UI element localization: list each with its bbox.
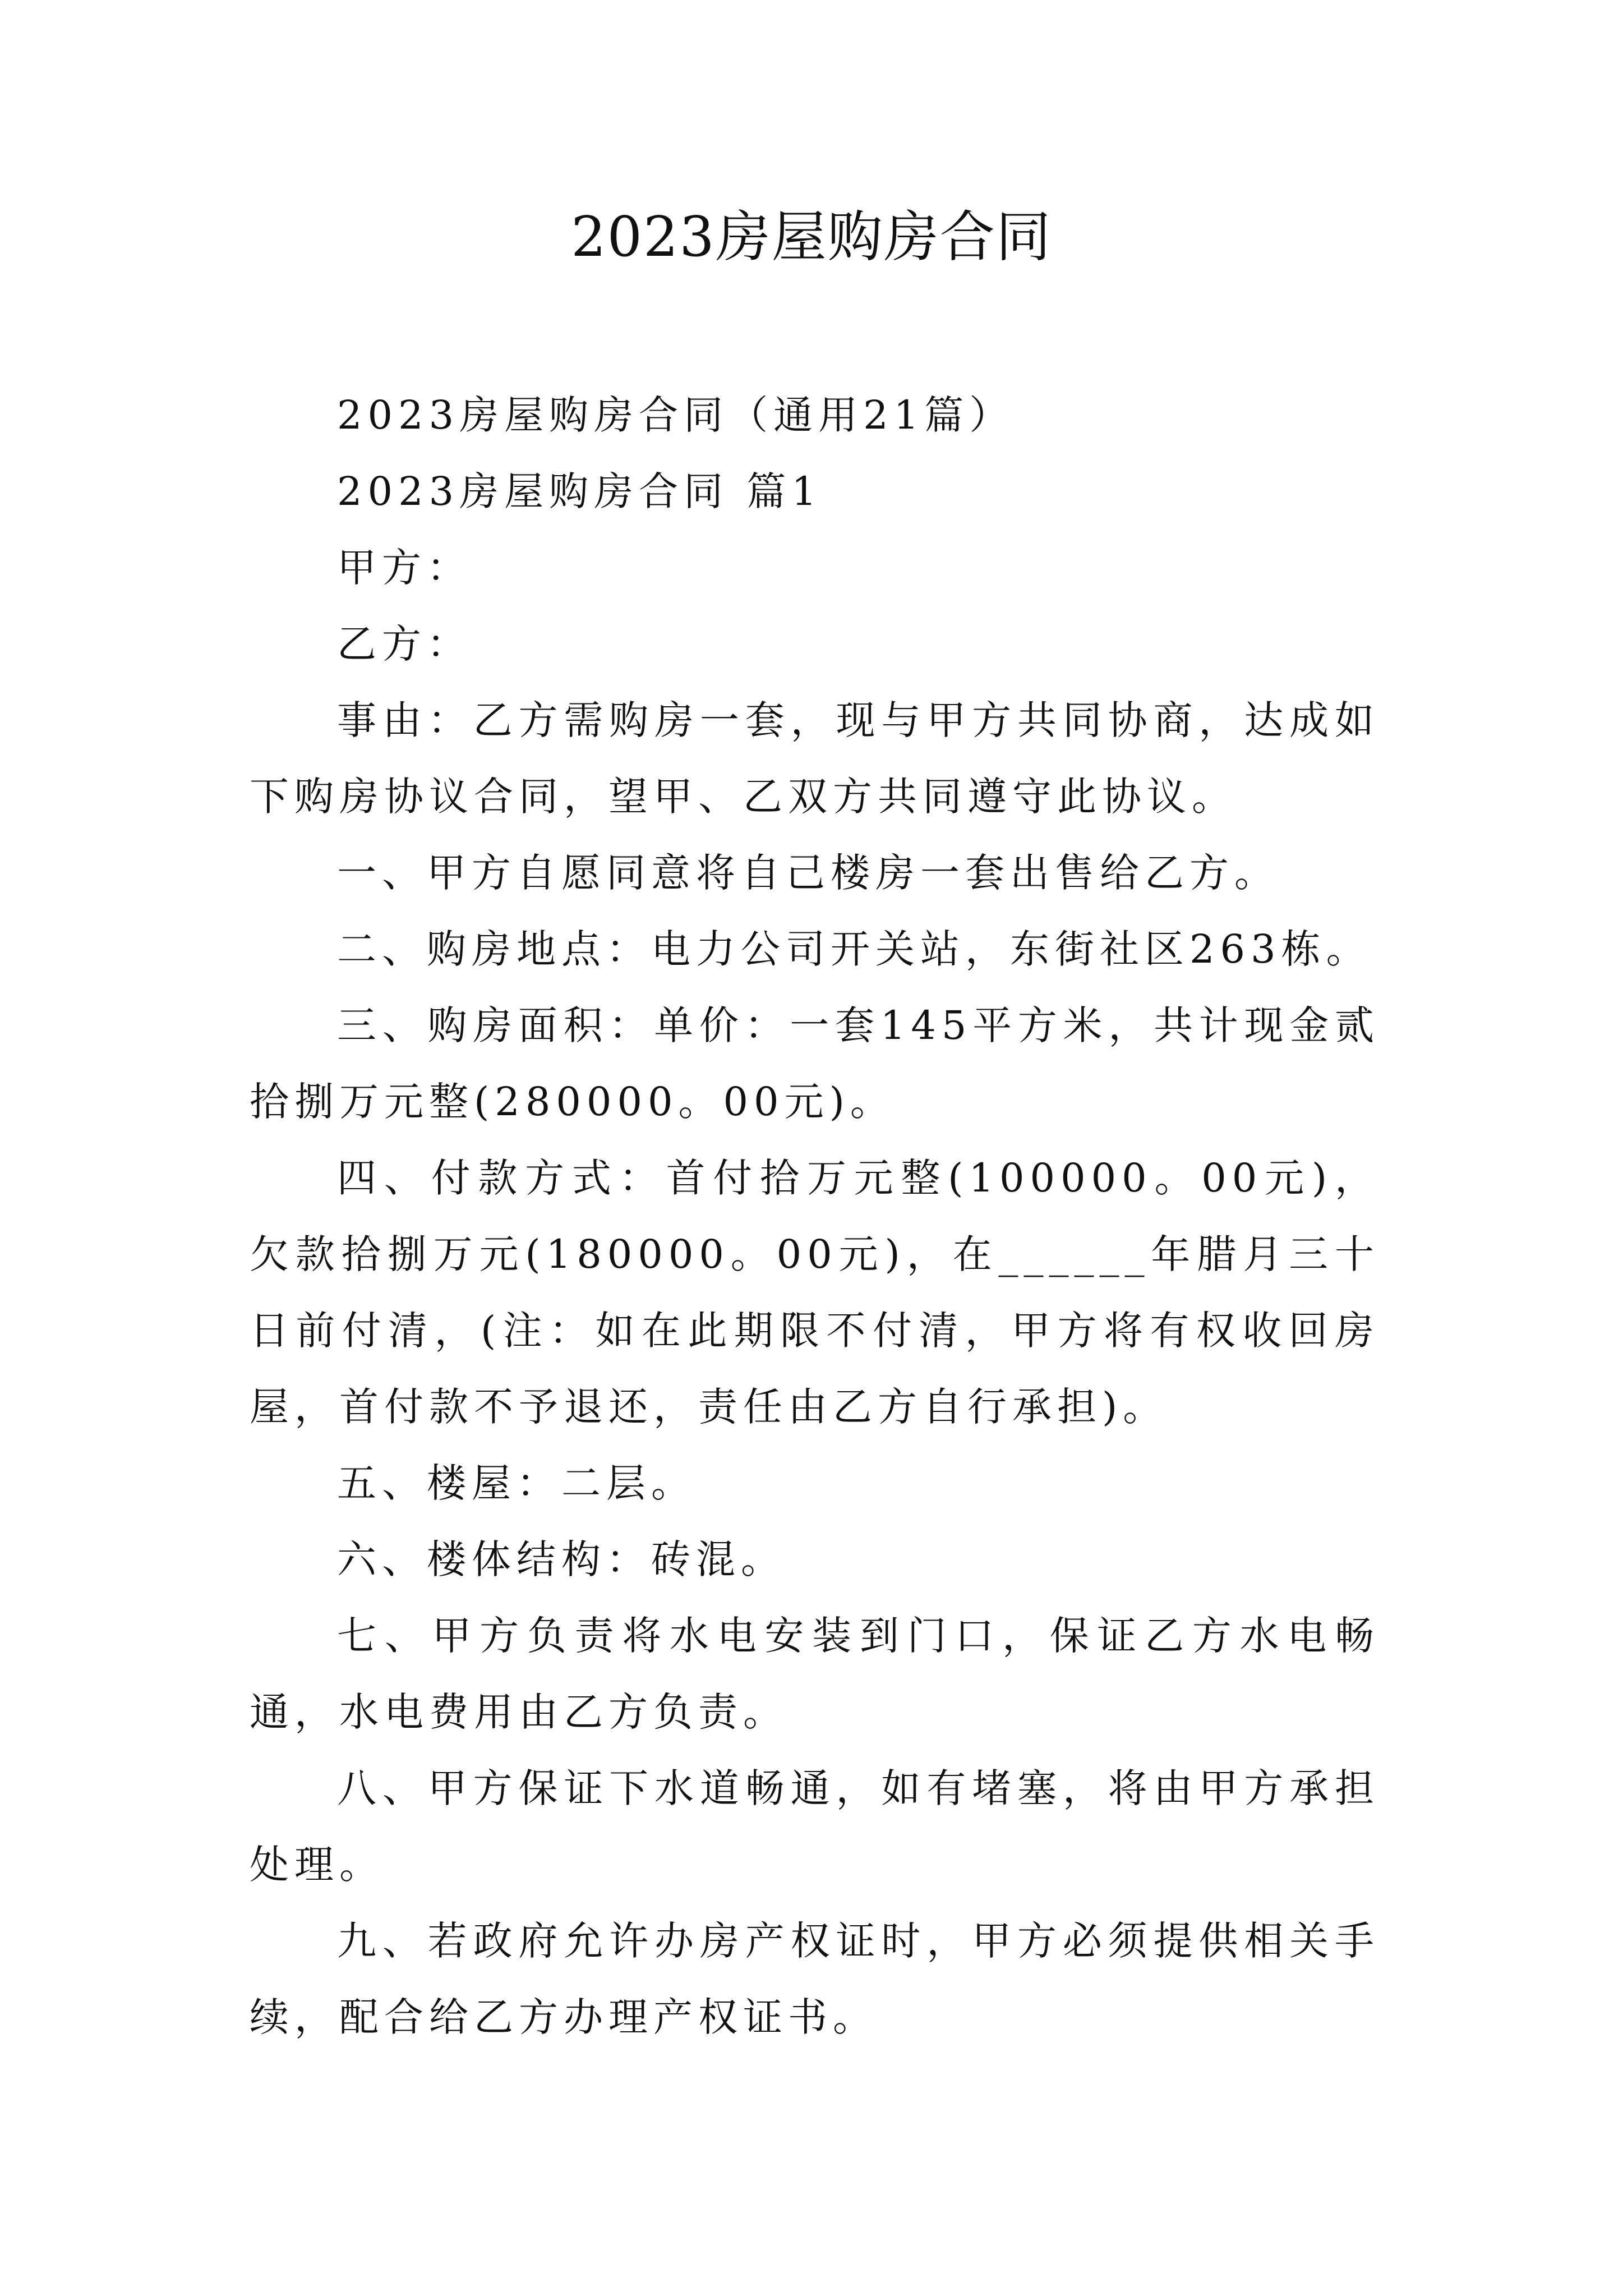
clause-3: 三、购房面积：单价：一套145平方米，共计现金贰拾捌万元整(280000。00元)。 bbox=[250, 1002, 1380, 1125]
reason-paragraph: 事由：乙方需购房一套，现与甲方共同协商，达成如下购房协议合同，望甲、乙双方共同遵守此协议。 bbox=[250, 697, 1380, 820]
clause-4: 四、付款方式：首付拾万元整(100000。00元)，欠款拾捌万元(180000。00元)，在______年腊月三十日前付清，(注：如在此期限不付清，甲方将有权收回房屋，首付款不予退还，责任由乙方自行承担)。 bbox=[250, 1155, 1380, 1430]
subtitle-line: 2023房屋购房合同（通用21篇） bbox=[337, 392, 1015, 438]
document-body bbox=[250, 377, 1380, 2055]
party-b-line: 乙方： bbox=[337, 621, 472, 667]
document-title: 2023房屋购房合同 bbox=[571, 205, 1052, 269]
clause-5: 五、楼屋：二层。 bbox=[337, 1460, 696, 1506]
section-heading: 2023房屋购房合同 篇1 bbox=[337, 468, 822, 514]
clause-7: 七、甲方负责将水电安装到门口，保证乙方水电畅通，水电费用由乙方负责。 bbox=[250, 1613, 1380, 1735]
clause-2: 二、购房地点：电力公司开关站，东街社区263栋。 bbox=[337, 926, 1371, 972]
clause-9: 九、若政府允许办房产权证时，甲方必须提供相关手续，配合给乙方办理产权证书。 bbox=[250, 1918, 1380, 2040]
clause-8: 八、甲方保证下水道畅通，如有堵塞，将由甲方承担处理。 bbox=[250, 1765, 1380, 1888]
clause-1: 一、甲方自愿同意将自己楼房一套出售给乙方。 bbox=[337, 850, 1279, 896]
clause-6: 六、楼体结构：砖混。 bbox=[337, 1536, 786, 1582]
party-a-line: 甲方： bbox=[337, 545, 472, 591]
